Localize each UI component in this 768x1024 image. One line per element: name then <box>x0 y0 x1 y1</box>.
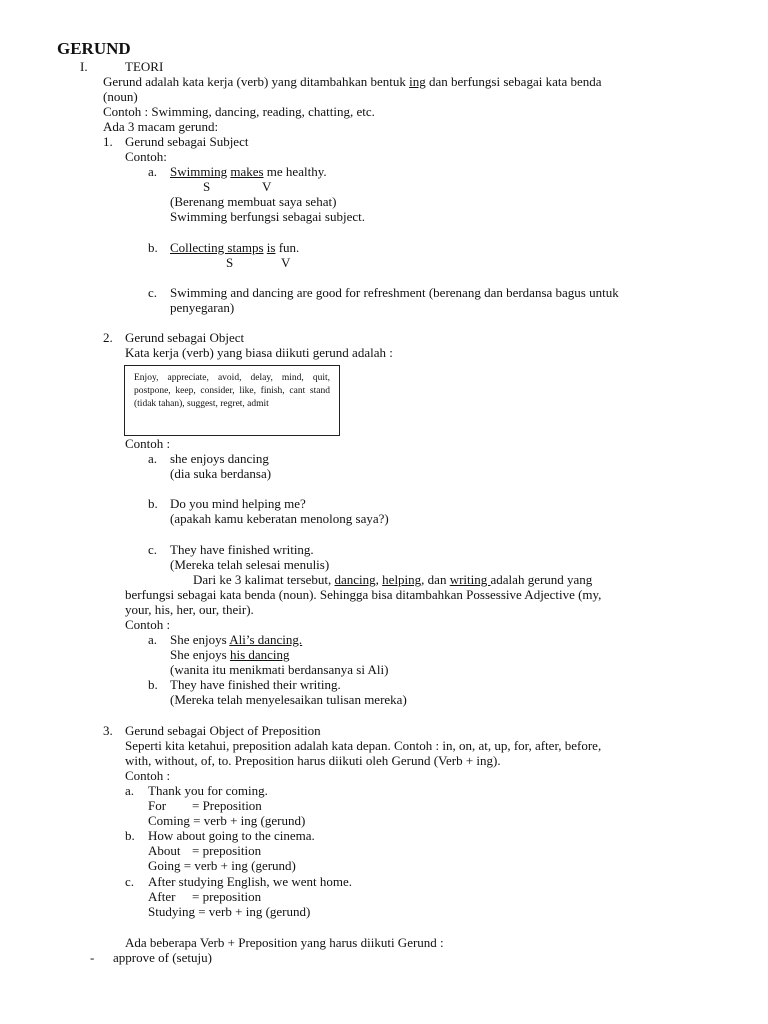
p3-b-gerund: Going = verb + ing (gerund) <box>148 858 296 873</box>
p2-c-translation: (Mereka telah selesai menulis) <box>170 557 330 572</box>
p2-paragraph-line-1: Dari ke 3 kalimat tersebut, dancing, helping, dan writing adalah gerund yang <box>193 572 593 587</box>
p2-b2-letter: b. <box>148 677 158 692</box>
p2-c-letter: c. <box>148 542 158 557</box>
p3-a-sentence: Thank you for coming. <box>148 783 268 798</box>
p2-heading: Gerund sebagai Object <box>125 330 245 345</box>
p1-heading: Gerund sebagai Subject <box>125 134 249 149</box>
p3-a-gerund: Coming = verb + ing (gerund) <box>148 813 306 828</box>
p1-a-sentence: Swimming makes me healthy. <box>170 164 327 179</box>
outro-text: Ada beberapa Verb + Preposition yang harus diikuti Gerund : <box>125 935 444 950</box>
p3-line-1: Seperti kita ketahui, preposition adalah kata depan. Contoh : in, on, at, up, for, after, before, <box>125 738 602 753</box>
p2-paragraph-line-2: berfungsi sebagai kata benda (noun). Sehingga bisa ditambahkan Possessive Adjective (my, <box>125 587 602 602</box>
p1-b-sentence: Collecting stamps is fun. <box>170 240 300 255</box>
p2-a2-line-1: She enjoys Ali’s dancing. <box>170 632 303 647</box>
p3-c-gerund: Studying = verb + ing (gerund) <box>148 904 311 919</box>
p3-b-letter: b. <box>125 828 135 843</box>
p1-c-letter: c. <box>148 285 158 300</box>
page-title: GERUND <box>57 39 131 58</box>
intro-line-1: Gerund adalah kata kerja (verb) yang ditambahkan bentuk ing dan berfungsi sebagai kata benda <box>103 74 602 89</box>
section-number: I. <box>80 59 88 74</box>
p3-c-letter: c. <box>125 874 135 889</box>
p3-a-prep-value: = Preposition <box>192 798 262 813</box>
p1-b-verb-mark: V <box>281 255 291 270</box>
p2-a2-translation: (wanita itu menikmati berdansanya si Ali) <box>170 662 389 677</box>
p3-contoh: Contoh : <box>125 768 171 783</box>
p2-b-sentence: Do you mind helping me? <box>170 496 306 511</box>
p3-b-sentence: How about going to the cinema. <box>148 828 315 843</box>
p2-a-letter: a. <box>148 451 158 466</box>
p1-b-subject-mark: S <box>226 255 234 270</box>
p1-number: 1. <box>103 134 113 149</box>
p2-a-translation: (dia suka berdansa) <box>170 466 272 481</box>
p1-c-line-2: penyegaran) <box>170 300 235 315</box>
p3-b-prep-value: = preposition <box>192 843 262 858</box>
intro-count: Ada 3 macam gerund: <box>103 119 219 134</box>
p3-number: 3. <box>103 723 113 738</box>
p1-a-subject-mark: S <box>203 179 211 194</box>
p3-a-prep-key: For <box>148 798 167 813</box>
p3-c-prep-value: = preposition <box>192 889 262 904</box>
p2-a-sentence: she enjoys dancing <box>170 451 269 466</box>
verb-list-text: Enjoy, appreciate, avoid, delay, mind, quit, postpone, keep, consider, like, finish, cant stand (tidak tahan), suggest, regret, admit <box>134 373 330 409</box>
p3-a-letter: a. <box>125 783 135 798</box>
p1-b-letter: b. <box>148 240 158 255</box>
p1-c-line-1: Swimming and dancing are good for refreshment (berenang dan berdansa bagus untuk <box>170 285 619 300</box>
p2-number: 2. <box>103 330 113 345</box>
p2-b2-translation: (Mereka telah menyelesaikan tulisan mereka) <box>170 692 407 707</box>
bullet-dash: - <box>90 950 95 965</box>
p2-b-letter: b. <box>148 496 158 511</box>
p2-b-translation: (apakah kamu keberatan menolong saya?) <box>170 511 389 526</box>
p3-c-sentence: After studying English, we went home. <box>148 874 352 889</box>
p3-heading: Gerund sebagai Object of Preposition <box>125 723 321 738</box>
p2-b2-sentence: They have finished their writing. <box>170 677 341 692</box>
p2-paragraph-line-3: your, his, her, our, their). <box>125 602 254 617</box>
section-label: TEORI <box>125 59 164 74</box>
p1-a-letter: a. <box>148 164 158 179</box>
bullet-item: approve of (setuju) <box>113 950 212 965</box>
p1-a-verb-mark: V <box>262 179 272 194</box>
p1-a-translation: (Berenang membuat saya sehat) <box>170 194 337 209</box>
p2-description: Kata kerja (verb) yang biasa diikuti gerund adalah : <box>125 345 393 360</box>
intro-example: Contoh : Swimming, dancing, reading, chatting, etc. <box>103 104 375 119</box>
p3-line-2: with, without, of, to. Preposition harus diikuti oleh Gerund (Verb + ing). <box>125 753 501 768</box>
p3-c-prep-key: After <box>148 889 176 904</box>
p2-contoh-2: Contoh : <box>125 617 171 632</box>
verb-list-box <box>124 365 340 436</box>
p2-c-sentence: They have finished writing. <box>170 542 314 557</box>
p2-a2-letter: a. <box>148 632 158 647</box>
intro-line-2: (noun) <box>103 89 138 104</box>
p1-contoh: Contoh: <box>125 149 167 164</box>
p2-contoh: Contoh : <box>125 436 171 451</box>
p2-a2-line-2: She enjoys his dancing <box>170 647 290 662</box>
p1-a-note: Swimming berfungsi sebagai subject. <box>170 209 365 224</box>
p3-b-prep-key: About <box>148 843 181 858</box>
